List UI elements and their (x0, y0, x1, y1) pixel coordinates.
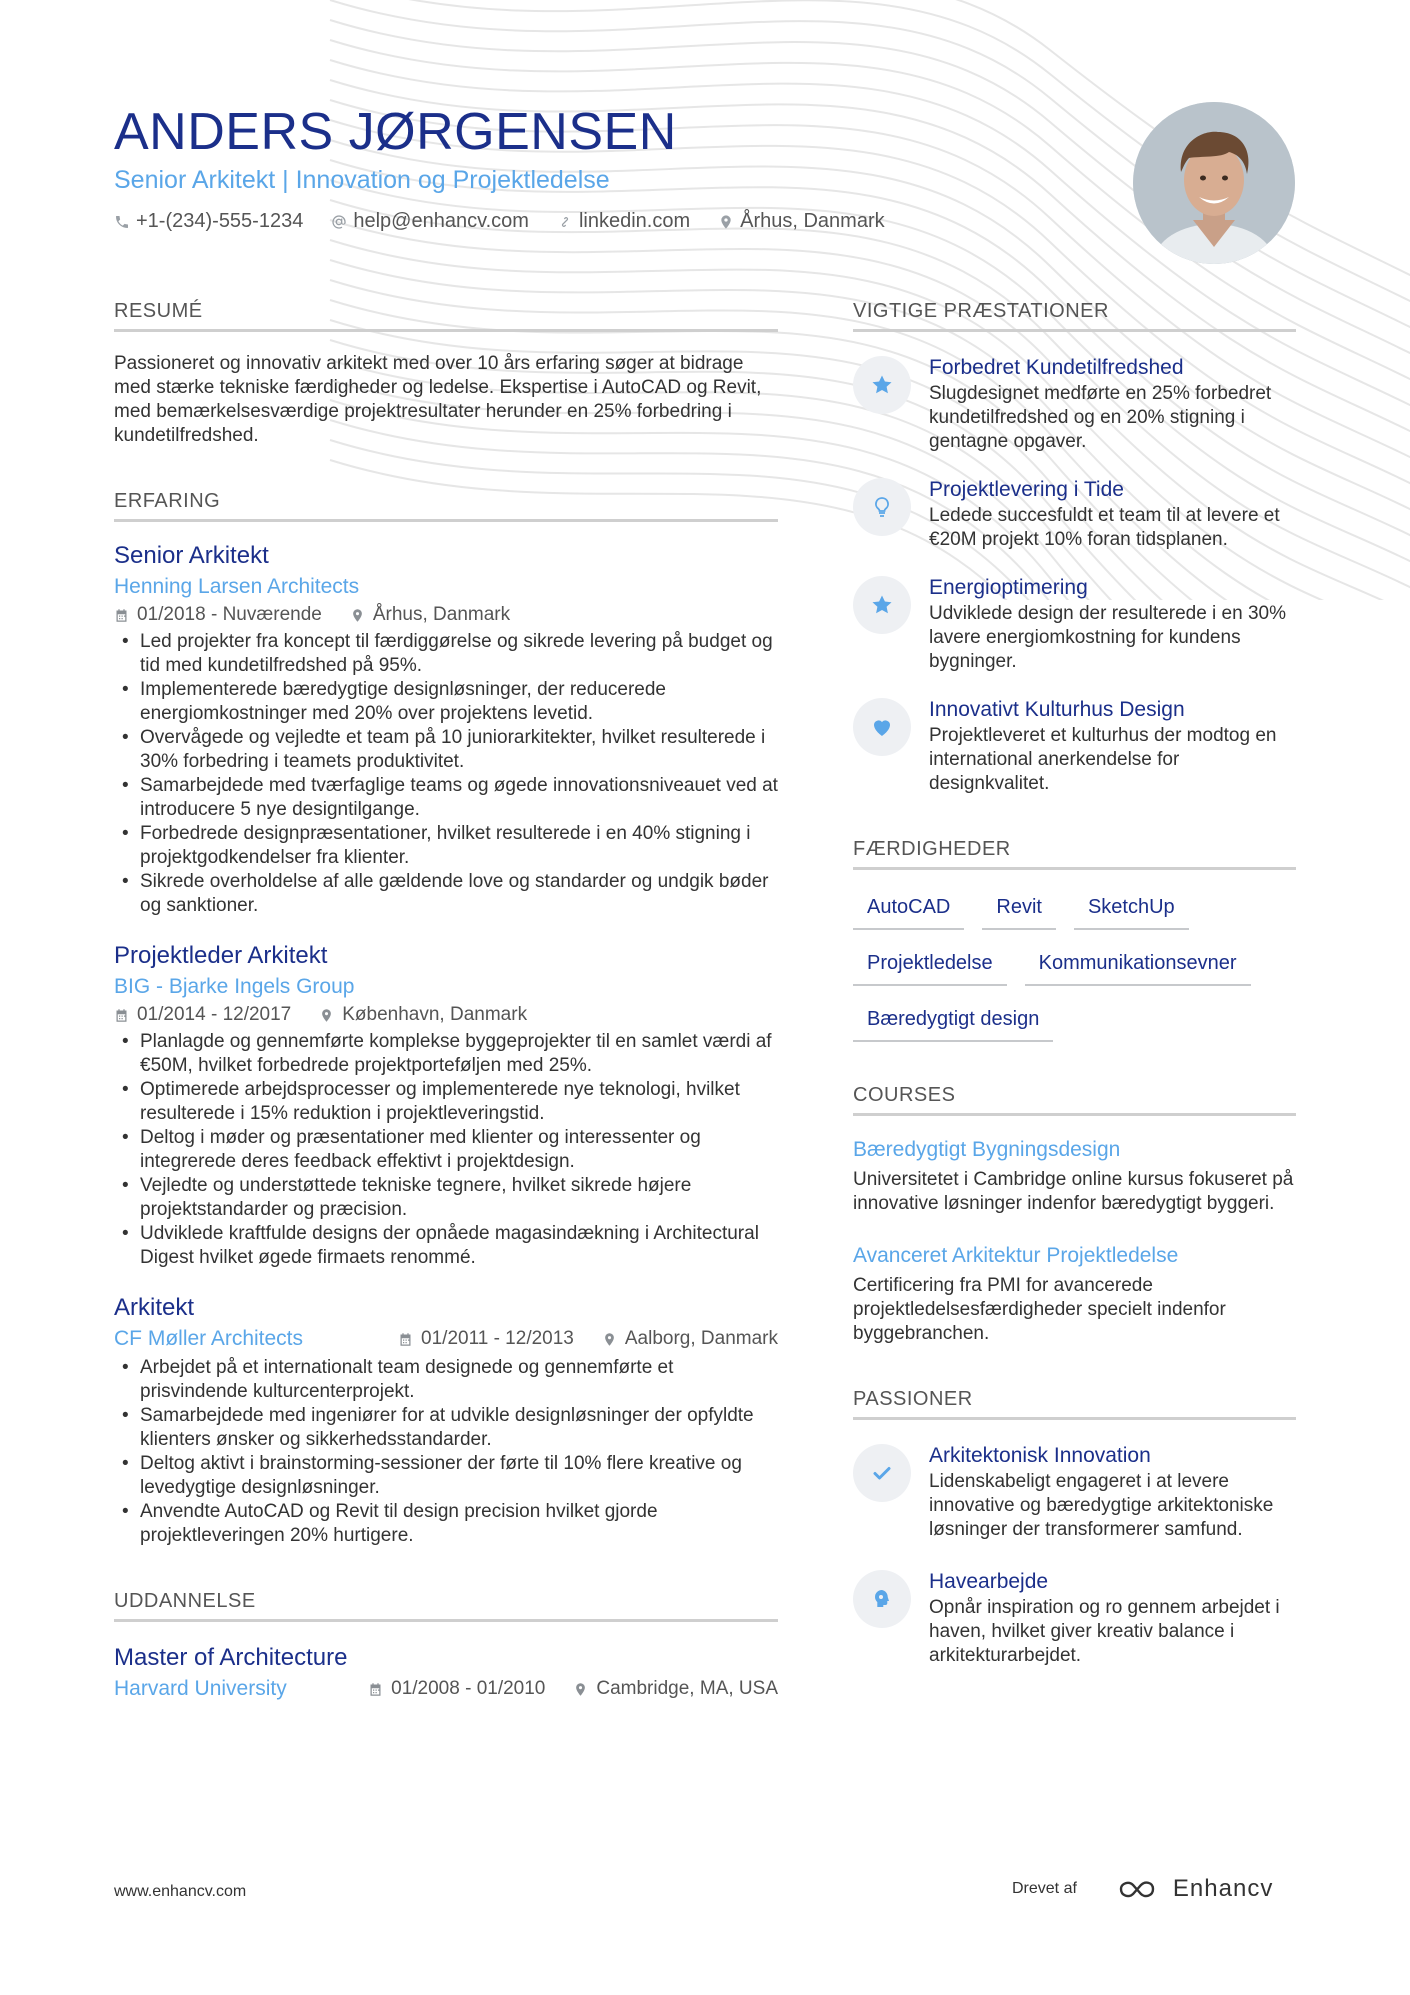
linkedin-text: linkedin.com (578, 210, 691, 232)
job-entry (114, 940, 778, 1270)
company-name: Henning Larsen Architects (114, 575, 360, 598)
bullet-item: • Deltog aktivt i brainstorming-sessioner der førte til 10% flere kreative og levedygtige designløsninger. (114, 1452, 778, 1500)
job-dates: 01/2018 - Nuværende (137, 604, 322, 625)
link-icon (557, 214, 573, 230)
brain-icon (853, 1570, 911, 1628)
job-location: Aalborg, Danmark (624, 1328, 778, 1349)
lightbulb-icon (853, 478, 911, 536)
footer-branding (1012, 1875, 1273, 1903)
job-bullets (114, 1030, 778, 1270)
achievement-title: Forbedret Kundetilfredshed (929, 356, 1184, 379)
section-title-resume: RESUMÉ (114, 300, 778, 332)
passion-desc: Opnår inspiration og ro gennem arbejdet i haven, hvilket giver kreativ balance i arkitekturarbejdet. (929, 1597, 1280, 1666)
achievement-desc: Projektleveret et kulturhus der modtog en international anerkendelse for designkvalitet. (929, 725, 1277, 794)
education-meta (368, 1676, 778, 1702)
job-dates: 01/2014 - 12/2017 (137, 1004, 292, 1025)
heart-icon (853, 698, 911, 756)
job-company-row (114, 1324, 778, 1354)
avatar (1133, 102, 1295, 264)
location-pin-icon (718, 214, 734, 230)
job-location: København, Danmark (342, 1004, 528, 1025)
achievement-item (853, 476, 1296, 552)
job-entry (114, 540, 778, 918)
summary-text: Passioneret og innovativ arkitekt med over 10 års erfaring søger at bidrage med stærke tekniske færdigheder og ledelse. Ekspertise i AutoCAD og Revit, med bemærkelsesværdige projektresultater herunder en 25% forbedring i kundetilfredshed. (114, 353, 762, 446)
skill-tag: Revit (982, 894, 1056, 930)
location-pin-icon (573, 1682, 588, 1697)
school-name: Harvard University (114, 1677, 287, 1700)
job-meta (398, 1326, 778, 1352)
company-name: BIG - Bjarke Ingels Group (114, 975, 355, 998)
left-column (114, 300, 778, 1746)
contact-email[interactable] (331, 210, 529, 233)
passions-section (853, 1388, 1296, 1668)
bullet-item: • Led projekter fra koncept til færdiggørelse og sikrede levering på budget og tid med kundetilfredshed på 95%. (114, 630, 778, 678)
achievement-item (853, 696, 1296, 796)
achievement-item (853, 354, 1296, 454)
location-pin-icon (350, 608, 365, 623)
section-title-experience: ERFARING (114, 490, 778, 522)
contact-linkedin[interactable] (557, 210, 690, 233)
job-bullets (114, 1356, 778, 1548)
email-text: help@enhancv.com (353, 210, 529, 232)
course-desc: Certificering fra PMI for avancerede projektledelsesfærdigheder specielt indenfor byggebranchen. (853, 1275, 1226, 1344)
bullet-item: • Planlagde og gennemførte komplekse byggeprojekter til en samlet værdi af €50M, hvilket forbedrede projektporteføljen med 25%. (114, 1030, 778, 1078)
course-item (853, 1242, 1296, 1346)
footer-website[interactable]: www.enhancv.com (114, 1883, 247, 1900)
section-title-skills: FÆRDIGHEDER (853, 838, 1296, 870)
right-column (853, 300, 1296, 1710)
enhancv-logo-icon (1117, 1876, 1163, 1902)
bullet-item: • Deltog i møder og præsentationer med klienter og interessenter og integrerede deres feedback effektivt i projektdesign. (114, 1126, 778, 1174)
course-title: Bæredygtigt Bygningsdesign (853, 1138, 1121, 1161)
achievement-title: Projektlevering i Tide (929, 478, 1124, 501)
bullet-item: • Overvågede og vejledte et team på 10 juniorarkitekter, hvilket resulterede i 30% forbedring i teamets produktivitet. (114, 726, 778, 774)
job-title: Arkitekt (114, 1294, 195, 1321)
contact-phone[interactable] (114, 210, 303, 233)
profile-photo (1133, 102, 1295, 264)
contact-location (718, 210, 885, 233)
bullet-item: • Udviklede kraftfulde designs der opnåede magasindækning i Architectural Digest hvilket øgede firmaets renommé. (114, 1222, 778, 1270)
phone-text: +1-(234)-555-1234 (136, 210, 304, 232)
bullet-item: • Anvendte AutoCAD og Revit til design precision hvilket gjorde projektleveringen 20% hurtigere. (114, 1500, 778, 1548)
skill-tag: Projektledelse (853, 950, 1007, 986)
location-pin-icon (319, 1008, 334, 1023)
section-title-education: UDDANNELSE (114, 1590, 778, 1622)
course-item (853, 1136, 1296, 1216)
brand-name: Enhancv (1172, 1875, 1274, 1902)
skill-tag: Bæredygtigt design (853, 1006, 1053, 1042)
location-pin-icon (602, 1332, 617, 1347)
job-title: Senior Arkitekt (114, 542, 269, 569)
course-desc: Universitetet i Cambridge online kursus fokuseret på innovative løsninger indenfor bæredygtigt byggeri. (853, 1169, 1294, 1214)
star-icon (853, 576, 911, 634)
education-entry (114, 1642, 778, 1704)
candidate-subtitle: Senior Arkitekt | Innovation og Projektledelse (114, 166, 610, 194)
calendar-icon (398, 1332, 413, 1347)
bullet-item: • Samarbejdede med tværfaglige teams og øgede innovationsniveauet ved at introducere 5 nye designtilgange. (114, 774, 778, 822)
achievements-section (853, 300, 1296, 796)
job-title: Projektleder Arkitekt (114, 942, 328, 969)
candidate-name: ANDERS JØRGENSEN (114, 103, 677, 161)
passion-title: Havearbejde (929, 1570, 1049, 1593)
experience-section (114, 490, 778, 1548)
bullet-item: • Implementerede bæredygtige designløsninger, der reducerede energiomkostninger med 20% over projektens levetid. (114, 678, 778, 726)
achievement-title: Energioptimering (929, 576, 1088, 599)
bullet-item: • Samarbejdede med ingeniører for at udvikle designløsninger der opfyldte klienters ønsker og sikkerhedsstandarder. (114, 1404, 778, 1452)
check-icon (853, 1444, 911, 1502)
skill-tag: SketchUp (1074, 894, 1189, 930)
section-title-achievements: VIGTIGE PRÆSTATIONER (853, 300, 1296, 332)
passion-item (853, 1568, 1296, 1668)
job-meta (114, 602, 778, 628)
bullet-item: • Sikrede overholdelse af alle gældende love og standarder og undgik bøder og sanktioner. (114, 870, 778, 918)
star-icon (853, 356, 911, 414)
bullet-item: • Optimerede arbejdsprocesser og implementerede nye teknologi, hvilket resulterede i 15% reduktion i projektleveringstid. (114, 1078, 778, 1126)
education-location: Cambridge, MA, USA (596, 1678, 778, 1699)
job-dates: 01/2011 - 12/2013 (421, 1328, 574, 1349)
skill-tag: AutoCAD (853, 894, 964, 930)
brand-logo[interactable] (1117, 1875, 1273, 1903)
job-entry (114, 1292, 778, 1548)
job-bullets (114, 630, 778, 918)
achievement-title: Innovativt Kulturhus Design (929, 698, 1185, 721)
passion-desc: Lidenskabeligt engageret i at levere innovative og bæredygtige arkitektoniske løsninger der transformerer samfund. (929, 1471, 1274, 1540)
degree-title: Master of Architecture (114, 1644, 348, 1671)
achievement-desc: Udviklede design der resulterede i en 30% lavere energiomkostning for kundens bygninger. (929, 603, 1286, 672)
section-title-passions: PASSIONER (853, 1388, 1296, 1420)
section-title-courses: COURSES (853, 1084, 1296, 1116)
powered-by-text: Drevet af (1012, 1880, 1077, 1897)
passion-item (853, 1442, 1296, 1542)
skills-list (853, 894, 1296, 1042)
skills-section (853, 838, 1296, 1042)
job-location: Århus, Danmark (372, 604, 511, 625)
skill-tag: Kommunikationsevner (1025, 950, 1251, 986)
education-dates: 01/2008 - 01/2010 (391, 1678, 546, 1699)
bullet-item: • Forbedrede designpræsentationer, hvilket resulterede i en 40% stigning i projektgodkendelser fra klienter. (114, 822, 778, 870)
passion-title: Arkitektonisk Innovation (929, 1444, 1151, 1467)
at-icon (331, 214, 347, 230)
education-section (114, 1590, 778, 1704)
achievement-desc: Ledede succesfuldt et team til at levere et €20M projekt 10% foran tidsplanen. (929, 505, 1280, 550)
phone-icon (114, 214, 130, 230)
education-row (114, 1674, 778, 1704)
calendar-icon (114, 1008, 129, 1023)
resume-section (114, 300, 778, 448)
company-name: CF Møller Architects (114, 1327, 304, 1350)
contact-row (114, 210, 1014, 233)
courses-section (853, 1084, 1296, 1346)
resume-header (114, 102, 1014, 233)
bullet-item: • Vejledte og understøttede tekniske tegnere, hvilket sikrede højere projektstandarder og præcision. (114, 1174, 778, 1222)
course-title: Avanceret Arkitektur Projektledelse (853, 1244, 1179, 1267)
achievement-item (853, 574, 1296, 674)
location-text: Århus, Danmark (740, 210, 885, 232)
achievement-desc: Slugdesignet medførte en 25% forbedret kundetilfredshed og en 20% stigning i gentagne opgaver. (929, 383, 1272, 452)
job-meta (114, 1002, 778, 1028)
calendar-icon (114, 608, 129, 623)
bullet-item: • Arbejdet på et internationalt team designede og gennemførte et prisvindende kulturcenterprojekt. (114, 1356, 778, 1404)
calendar-icon (368, 1682, 383, 1697)
